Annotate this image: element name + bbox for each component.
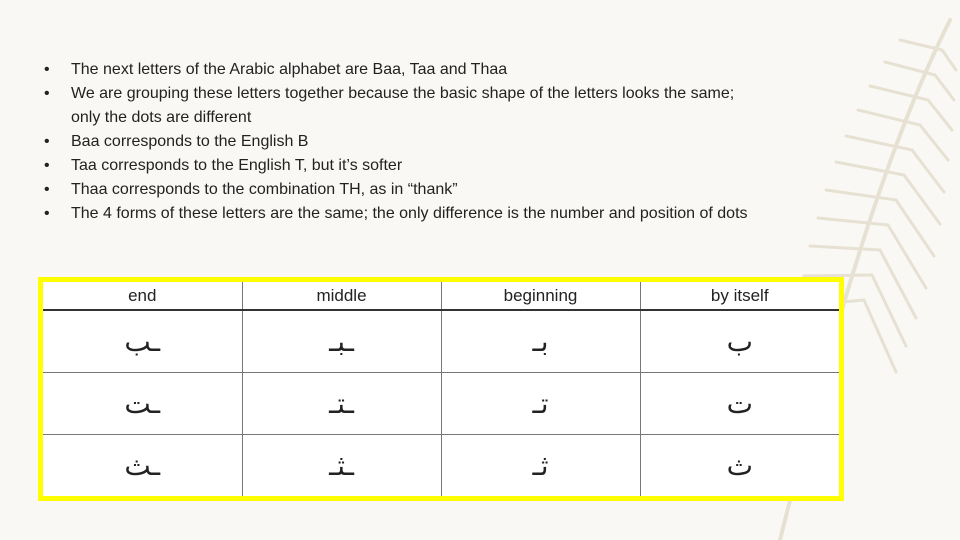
thaa-by-itself: ث xyxy=(726,449,753,482)
letter-forms-table xyxy=(43,282,839,496)
taa-end: ـت xyxy=(43,373,242,435)
bullet-item: • Thaa corresponds to the combination TH, as in “thank” xyxy=(44,178,764,202)
baa-by-itself: ب xyxy=(640,310,839,373)
bullet-item: • Taa corresponds to the English T, but it’s softer xyxy=(44,154,764,178)
bullet-list xyxy=(44,58,764,226)
thaa-end: ـث xyxy=(43,435,242,497)
letter-forms-table-frame xyxy=(38,277,844,501)
taa-middle: ـتـ xyxy=(242,373,441,435)
table-header-row xyxy=(43,282,839,310)
baa-beginning: بـ xyxy=(441,310,640,373)
header-by-itself: by itself xyxy=(640,282,839,310)
bullet-item: • We are grouping these letters together because the basic shape of the letters looks the same; only the dots are different xyxy=(44,82,764,130)
baa-middle: ـبـ xyxy=(242,310,441,373)
bullet-item: • The 4 forms of these letters are the same; the only difference is the number and position of dots xyxy=(44,202,764,226)
taa-beginning: تـ xyxy=(441,373,640,435)
table-row-baa xyxy=(43,310,839,373)
thaa-beginning: ثـ xyxy=(441,435,640,497)
taa-by-itself: ت xyxy=(640,373,839,435)
bullet-item: • Baa corresponds to the English B xyxy=(44,130,764,154)
header-end: end xyxy=(43,282,242,310)
header-middle: middle xyxy=(242,282,441,310)
thaa-middle: ـثـ xyxy=(242,435,441,497)
table-row-taa xyxy=(43,373,839,435)
table-row-thaa xyxy=(43,435,839,497)
bullet-item: • The next letters of the Arabic alphabet are Baa, Taa and Thaa xyxy=(44,58,764,82)
baa-end: ـب xyxy=(43,310,242,373)
header-beginning: beginning xyxy=(441,282,640,310)
